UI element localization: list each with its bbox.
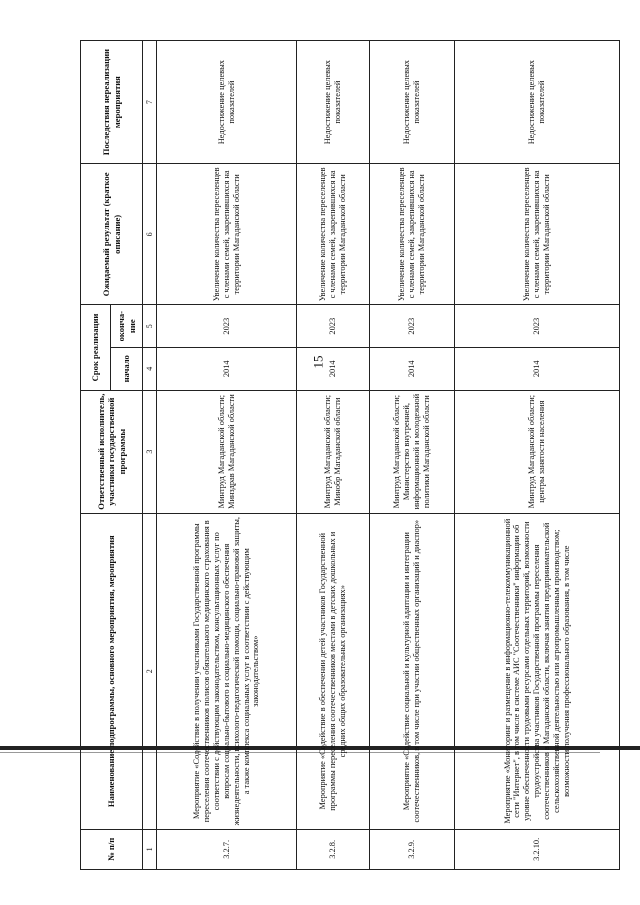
row-result: Увеличение количества переселенцев с членами семей, закрепившихся на территории Магаданской области bbox=[157, 164, 297, 305]
table-row bbox=[157, 41, 297, 870]
row-consequences: Недостижение целевых показателей bbox=[369, 41, 455, 164]
row-result: Увеличение количества переселенцев с членами семей, закрепившихся на территории Магаданской области bbox=[369, 164, 455, 305]
row-name: Мероприятие «Содействие в обеспечении детей участников Государственной программы переселения соотечественников местами в детских дошкольных и средних общих образовательных организациях» bbox=[297, 513, 369, 829]
row-start: 2014 bbox=[369, 347, 455, 390]
column-number: 5 bbox=[143, 305, 157, 348]
column-number: 4 bbox=[143, 347, 157, 390]
page-number: 15 bbox=[310, 355, 326, 369]
row-end: 2023 bbox=[369, 305, 455, 348]
row-responsible: Минтруд Магаданской области; центры занятости населения bbox=[455, 390, 620, 513]
header-responsible: Ответственный исполнитель, участники государственной программы bbox=[81, 390, 143, 513]
row-num: 3.2.8. bbox=[297, 829, 369, 869]
row-name: Мероприятие «Содействие социальной и культурной адаптации и интеграции соотечественников, в том числе при участии общественных организаций и диаспор» bbox=[369, 513, 455, 829]
column-number: 7 bbox=[143, 41, 157, 164]
row-end: 2023 bbox=[455, 305, 620, 348]
header-result: Ожидаемый результат (краткое описание) bbox=[81, 164, 143, 305]
row-responsible: Минтруд Магаданской области; Минздрав Магаданской области bbox=[157, 390, 297, 513]
header-consequences: Последствия нереализации мероприятия bbox=[81, 41, 143, 164]
row-start: 2014 bbox=[455, 347, 620, 390]
row-result: Увеличение количества переселенцев с членами семей, закрепившихся на территории Магаданской области bbox=[297, 164, 369, 305]
measures-table bbox=[80, 40, 620, 870]
row-responsible: Минтруд Магаданской области; Минобр Магаданской области bbox=[297, 390, 369, 513]
table-row bbox=[455, 41, 620, 870]
row-responsible: Минтруд Магаданской области; Министерство внутренней, информационной и молодежной политики Магаданской области bbox=[369, 390, 455, 513]
column-number: 3 bbox=[143, 390, 157, 513]
column-number: 6 bbox=[143, 164, 157, 305]
rotated-table-container bbox=[80, 40, 620, 870]
row-name: Мероприятие «Мониторинг и размещение в информационно-телекоммуникационной сети "Интернет", в том числе в системе АИС "Соотечественники" информации об уровне обеспеченности трудовыми ресурсами отдельных территорий, возможности трудоустройства участников Государственной программы переселения соотечественников в Магаданской области, включая занятия предпринимательской сельскохозяйственной деятельностью или агропромышленным производством; возможности получения профессионального образования, в том числе bbox=[455, 513, 620, 829]
header-end: оконча-ние bbox=[111, 305, 143, 348]
row-result: Увеличение количества переселенцев с членами семей, закрепившихся на территории Магаданской области bbox=[455, 164, 620, 305]
header-start: начало bbox=[111, 347, 143, 390]
row-num: 3.2.9. bbox=[369, 829, 455, 869]
header-num: № п/п bbox=[81, 829, 143, 869]
row-consequences: Недостижение целевых показателей bbox=[157, 41, 297, 164]
row-num: 3.2.7. bbox=[157, 829, 297, 869]
row-end: 2023 bbox=[157, 305, 297, 348]
row-end: 2023 bbox=[297, 305, 369, 348]
table-row bbox=[369, 41, 455, 870]
header-period: Срок реализации bbox=[81, 305, 111, 390]
header-name: Наименование подпрограммы, основного мероприятия, мероприятия bbox=[81, 513, 143, 829]
table-row bbox=[297, 41, 369, 870]
row-num: 3.2.10. bbox=[455, 829, 620, 869]
row-name: Мероприятие «Содействие в получении участниками Государственной программы переселения соотечественников полисов обязательного медицинского страхования в соответствии с действующим законодательством, консультационных услуг по вопросам социально-бытового и социально-медицинского обеспечения жизнедеятельности, психолого-педагогической помощи, социально-правовой защиты, а также комплекса социальных услуг в соответствии с действующим законодательством» bbox=[157, 513, 297, 829]
row-start: 2014 bbox=[157, 347, 297, 390]
column-number: 1 bbox=[143, 829, 157, 869]
row-start: 2014 bbox=[297, 347, 369, 390]
column-number: 2 bbox=[143, 513, 157, 829]
row-consequences: Недостижение целевых показателей bbox=[455, 41, 620, 164]
row-consequences: Недостижение целевых показателей bbox=[297, 41, 369, 164]
